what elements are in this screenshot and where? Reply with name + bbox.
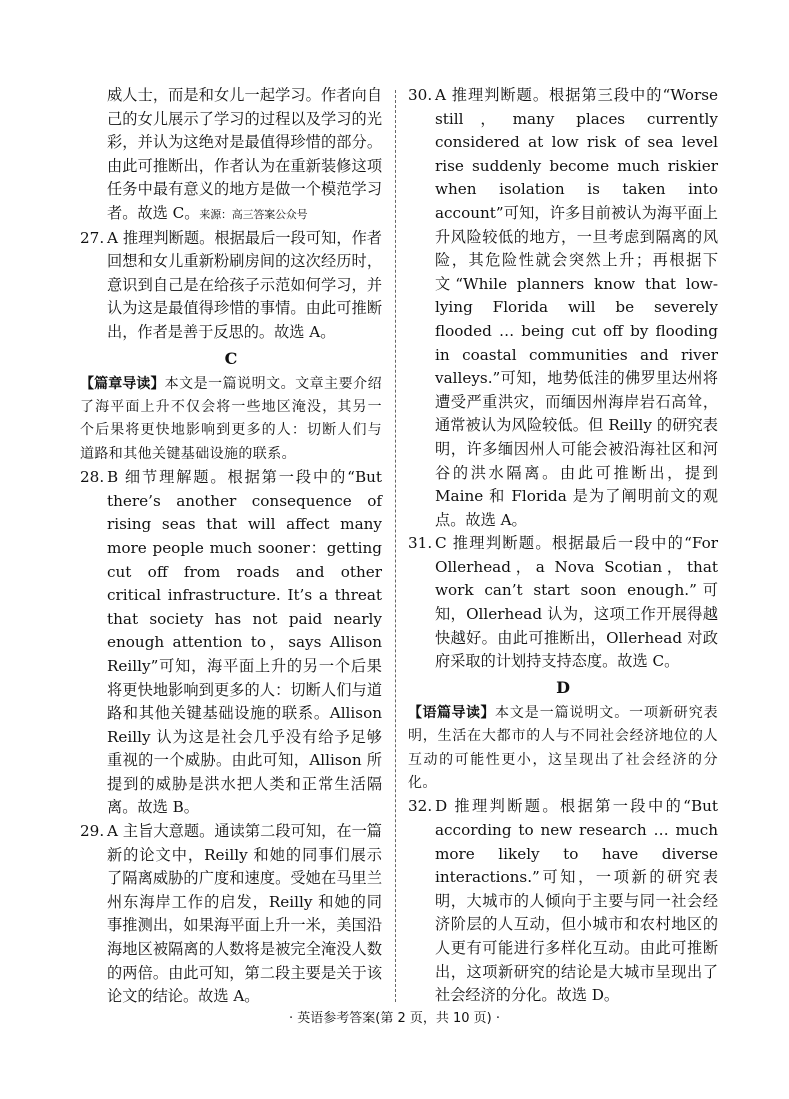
passage-guide-c <box>80 373 382 467</box>
section-heading-d: D <box>556 677 570 697</box>
question-number: 27. <box>80 228 105 247</box>
answer-text: D 推理判断题。根据第一段中的“But according to new research … much more likely to have diverse interactions.”可知，一项新的研究表明，大城市的人倾向于主要与同一社会经济阶层的人互动，但小城市和农村地区的人更有可能进行多样化互动。由此可推断出，这项新研究的结论是大城市呈现出了社会经济的分化。故选 D。 <box>435 797 718 1005</box>
answer-30 <box>408 84 718 532</box>
guide-text: 本文是一篇说明文。一项新研究表明，生活在大都市的人与不同社会经济地位的人互动的可能性更小，这呈现出了社会经济的分化。 <box>408 704 718 792</box>
right-column <box>408 84 718 1008</box>
answer-text: A 推理判断题。根据第三段中的“Worse still，many places currently considered at low risk of sea level rise suddenly become much riskier when isolation is taken into account”可知，许多目前被认为海平面上升风险较低的地方，一旦考虑到隔离的风险，其危险性就会突然上升；再根据下文“While planners know that low-lying Florida will be severely flooded … being cut off by flooding in coastal communities and river valleys.”可知，地势低洼的佛罗里达州将遭受严重洪灾，而缅因州海岸岩石高耸，通常被认为风险较低。但 Reilly 的研究表明，许多缅因州人可能会被沿海社区和河谷的洪水隔离。由此可推断出，提到 Maine 和 Florida 是为了阐明前文的观点。故选 A。 <box>435 86 718 529</box>
question-number: 32. <box>408 797 433 816</box>
column-divider <box>395 90 396 1002</box>
question-number: 29. <box>80 822 105 841</box>
question-number: 28. <box>80 468 105 487</box>
passage-guide-d <box>408 702 718 796</box>
answer-text: A 主旨大意题。通读第二段可知，在一篇新的论文中，Reilly 和她的同事们展示了隔离威胁的广度和速度。受她在马里兰州东海岸工作的启发，Reilly 和她的同事推测出，如果海平面上升一米，美国沿海地区被隔离的人数将是被完全淹没人数的两倍。由此可知，第二段主要是关于该论文的结论。故选 A。 <box>107 822 382 1006</box>
answer-text: C 推理判断题。根据最后一段中的“For Ollerhead，a Nova Scotian，that work can’t start soon enough.”可知，Ollerhead 认为，这项工作开展得越快越好。由此可推断出，Ollerhead 对政府采取的计划持支持态度。故选 C。 <box>435 534 718 671</box>
left-column <box>80 84 382 1009</box>
question-number: 31. <box>408 534 433 553</box>
page-footer: · 英语参考答案(第 2 页，共 10 页) · <box>288 1011 500 1026</box>
section-heading-c: C <box>224 348 238 368</box>
answer-text: B 细节理解题。根据第一段中的“But there’s another consequence of rising seas that will affect many more people much sooner：getting cut off from roads and other critical infrastructure. It’s a threat that society has not paid nearly enough attention to，says Allison Reilly”可知，海平面上升的另一个后果将更快地影响到更多的人：切断人们与道路和其他关键基础设施的联系。Allison Reilly 认为这是社会几乎没有给予足够重视的一个威胁。由此可知，Allison 所提到的威胁是洪水把人类和正常生活隔离。故选 B。 <box>107 468 382 817</box>
answer-32 <box>408 795 718 1007</box>
answer-text: A 推理判断题。根据最后一段可知，作者回想和女儿重新粉刷房间的这次经历时，意识到自己是在给孩子示范如何学习，并认为这是最值得珍惜的事情。由此可推断出，作者是善于反思的。故选 A。 <box>107 228 382 341</box>
q26-continuation: 威人士，而是和女儿一起学习。作者向自己的女儿展示了学习的过程以及学习的光彩，并认为这绝对是最值得珍惜的部分。由此可推断出，作者认为在重新装修这项任务中最有意义的地方是做一个模范学习者。故选 C。来源：高三答案公众号 <box>107 86 382 222</box>
guide-label: 【篇章导读】 <box>80 375 165 392</box>
answer-31 <box>408 532 718 674</box>
question-number: 30. <box>408 86 433 104</box>
guide-text: 本文是一篇说明文。文章主要介绍了海平面上升不仅会将一些地区淹没，其另一个后果将更快地影响到更多的人：切断人们与道路和其他关键基础设施的联系。 <box>80 375 383 462</box>
answer-28 <box>80 466 382 820</box>
answer-27 <box>80 227 382 345</box>
source-note: 来源：高三答案公众号 <box>199 207 308 221</box>
answer-29 <box>80 820 382 1009</box>
guide-label: 【语篇导读】 <box>408 704 495 721</box>
